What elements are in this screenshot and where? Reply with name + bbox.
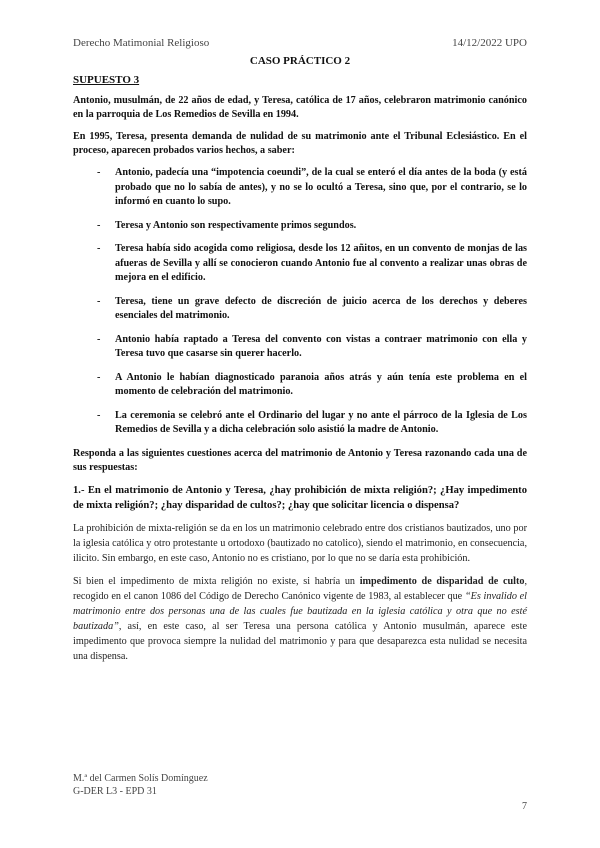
list-item <box>73 333 527 362</box>
footer-author: M.ª del Carmen Solís Domínguez <box>73 773 208 784</box>
fact-text: Antonio, padecía una “impotencia coeundi”, de la cual se enteró el día antes de la boda (y está probado que no lo sabía de antes), y no se lo ocultó a Teresa, sino que, por el contrario, se lo informó en cuanto lo supo. <box>115 167 527 207</box>
fact-text: Teresa había sido acogida como religiosa, desde los 12 añitos, en un convento de monjas de las afueras de Sevilla y allí se conocieron cuando Antonio fue al convento a realizar unas obras de mejora en el edificio. <box>115 243 527 283</box>
fact-text: Antonio había raptado a Teresa del convento con vistas a contraer matrimonio con ella y Teresa tuvo que casarse sin querer hacerlo. <box>115 333 527 359</box>
canon-quote: “Es invalido el matrimonio entre dos personas una de las cuales fue bautizada en la iglesia católica y otra que no esté bautizada” <box>73 590 527 632</box>
fact-text: Teresa, tiene un grave defecto de discreción de juicio acerca de los derechos y deberes esenciales del matrimonio. <box>115 295 527 321</box>
header-date-institution: 14/12/2022 UPO <box>452 37 527 49</box>
answer-emphasis: impedimento de disparidad de culto <box>359 575 525 587</box>
footer <box>73 772 208 798</box>
footer-group: G-DER L3 - EPD 31 <box>73 786 157 797</box>
supuesto-heading: SUPUESTO 3 <box>73 74 140 86</box>
bullet-dash: - <box>97 295 101 307</box>
bullet-dash: - <box>97 219 101 231</box>
answer-paragraph-1: La prohibición de mixta-religión se da en los un matrimonio celebrado entre dos cristianos bautizados, uno por la iglesia católica y otro protestante u ortodoxo (bautizado no catolico), siendo el matrimonio, en consecuencia, ilicito. Sin embargo, en este caso, Antonio no es cristiano, por lo que no se daría esta prohibición. <box>73 522 527 564</box>
answer-text: Si bien el impedimento de mixta religión no existe, si habría un <box>73 575 360 587</box>
page-number: 7 <box>522 801 527 812</box>
list-item <box>73 409 527 438</box>
bullet-dash: - <box>97 371 101 383</box>
fact-text: La ceremonia se celebró ante el Ordinario del lugar y no ante el párroco de la Iglesia de Los Remedios de Sevilla y a dicha celebración solo asistió la madre de Antonio. <box>115 409 527 435</box>
list-item <box>73 242 527 286</box>
list-item <box>73 219 527 234</box>
list-item <box>73 371 527 400</box>
bullet-dash: - <box>97 333 101 345</box>
demand-paragraph: En 1995, Teresa, presenta demanda de nulidad de su matrimonio ante el Tribunal Eclesiástico. En el proceso, aparecen probados varios hechos, a saber: <box>73 131 527 156</box>
list-item <box>73 166 527 210</box>
case-title: CASO PRÁCTICO 2 <box>249 55 351 67</box>
facts-list <box>73 166 527 438</box>
answer-text: , recogido en el canon 1086 del Código de Derecho Canónico vigente de 1983, al establecer que <box>73 575 527 602</box>
header-course-title: Derecho Matimonial Religioso <box>73 37 210 49</box>
question-1: 1.- En el matrimonio de Antonio y Teresa, ¿hay prohibición de mixta religión?; ¿Hay impedimento de mixta religión?; ¿hay disparidad de cultos?; ¿hay que solicitar licencia o dispensa? <box>73 484 527 511</box>
instruction-paragraph: Responda a las siguientes cuestiones acerca del matrimonio de Antonio y Teresa razonando cada una de sus respuestas: <box>73 447 527 473</box>
document-body <box>73 55 527 672</box>
list-item <box>73 295 527 324</box>
bullet-dash: - <box>97 243 101 254</box>
bullet-dash: - <box>97 167 101 178</box>
answer-text: , así, en este caso, al ser Teresa una persona católica y Antonio musulmán, aparece este impedimento que provoca siempre la nulidad del matrimonio y para que desaparezca esta nulidad se necesita una dispensa. <box>73 620 527 662</box>
answer-paragraph-2 <box>73 574 527 664</box>
intro-paragraph: Antonio, musulmán, de 22 años de edad, y Teresa, católica de 17 años, celebraron matrimonio canónico en la parroquia de Los Remedios de Sevilla en 1994. <box>73 95 527 120</box>
bullet-dash: - <box>97 409 101 421</box>
fact-text: A Antonio le habían diagnosticado paranoia años atrás y aún tenía este problema en el momento de celebración del matrimonio. <box>115 371 527 397</box>
fact-text: Teresa y Antonio son respectivamente primos segundos. <box>115 219 357 231</box>
